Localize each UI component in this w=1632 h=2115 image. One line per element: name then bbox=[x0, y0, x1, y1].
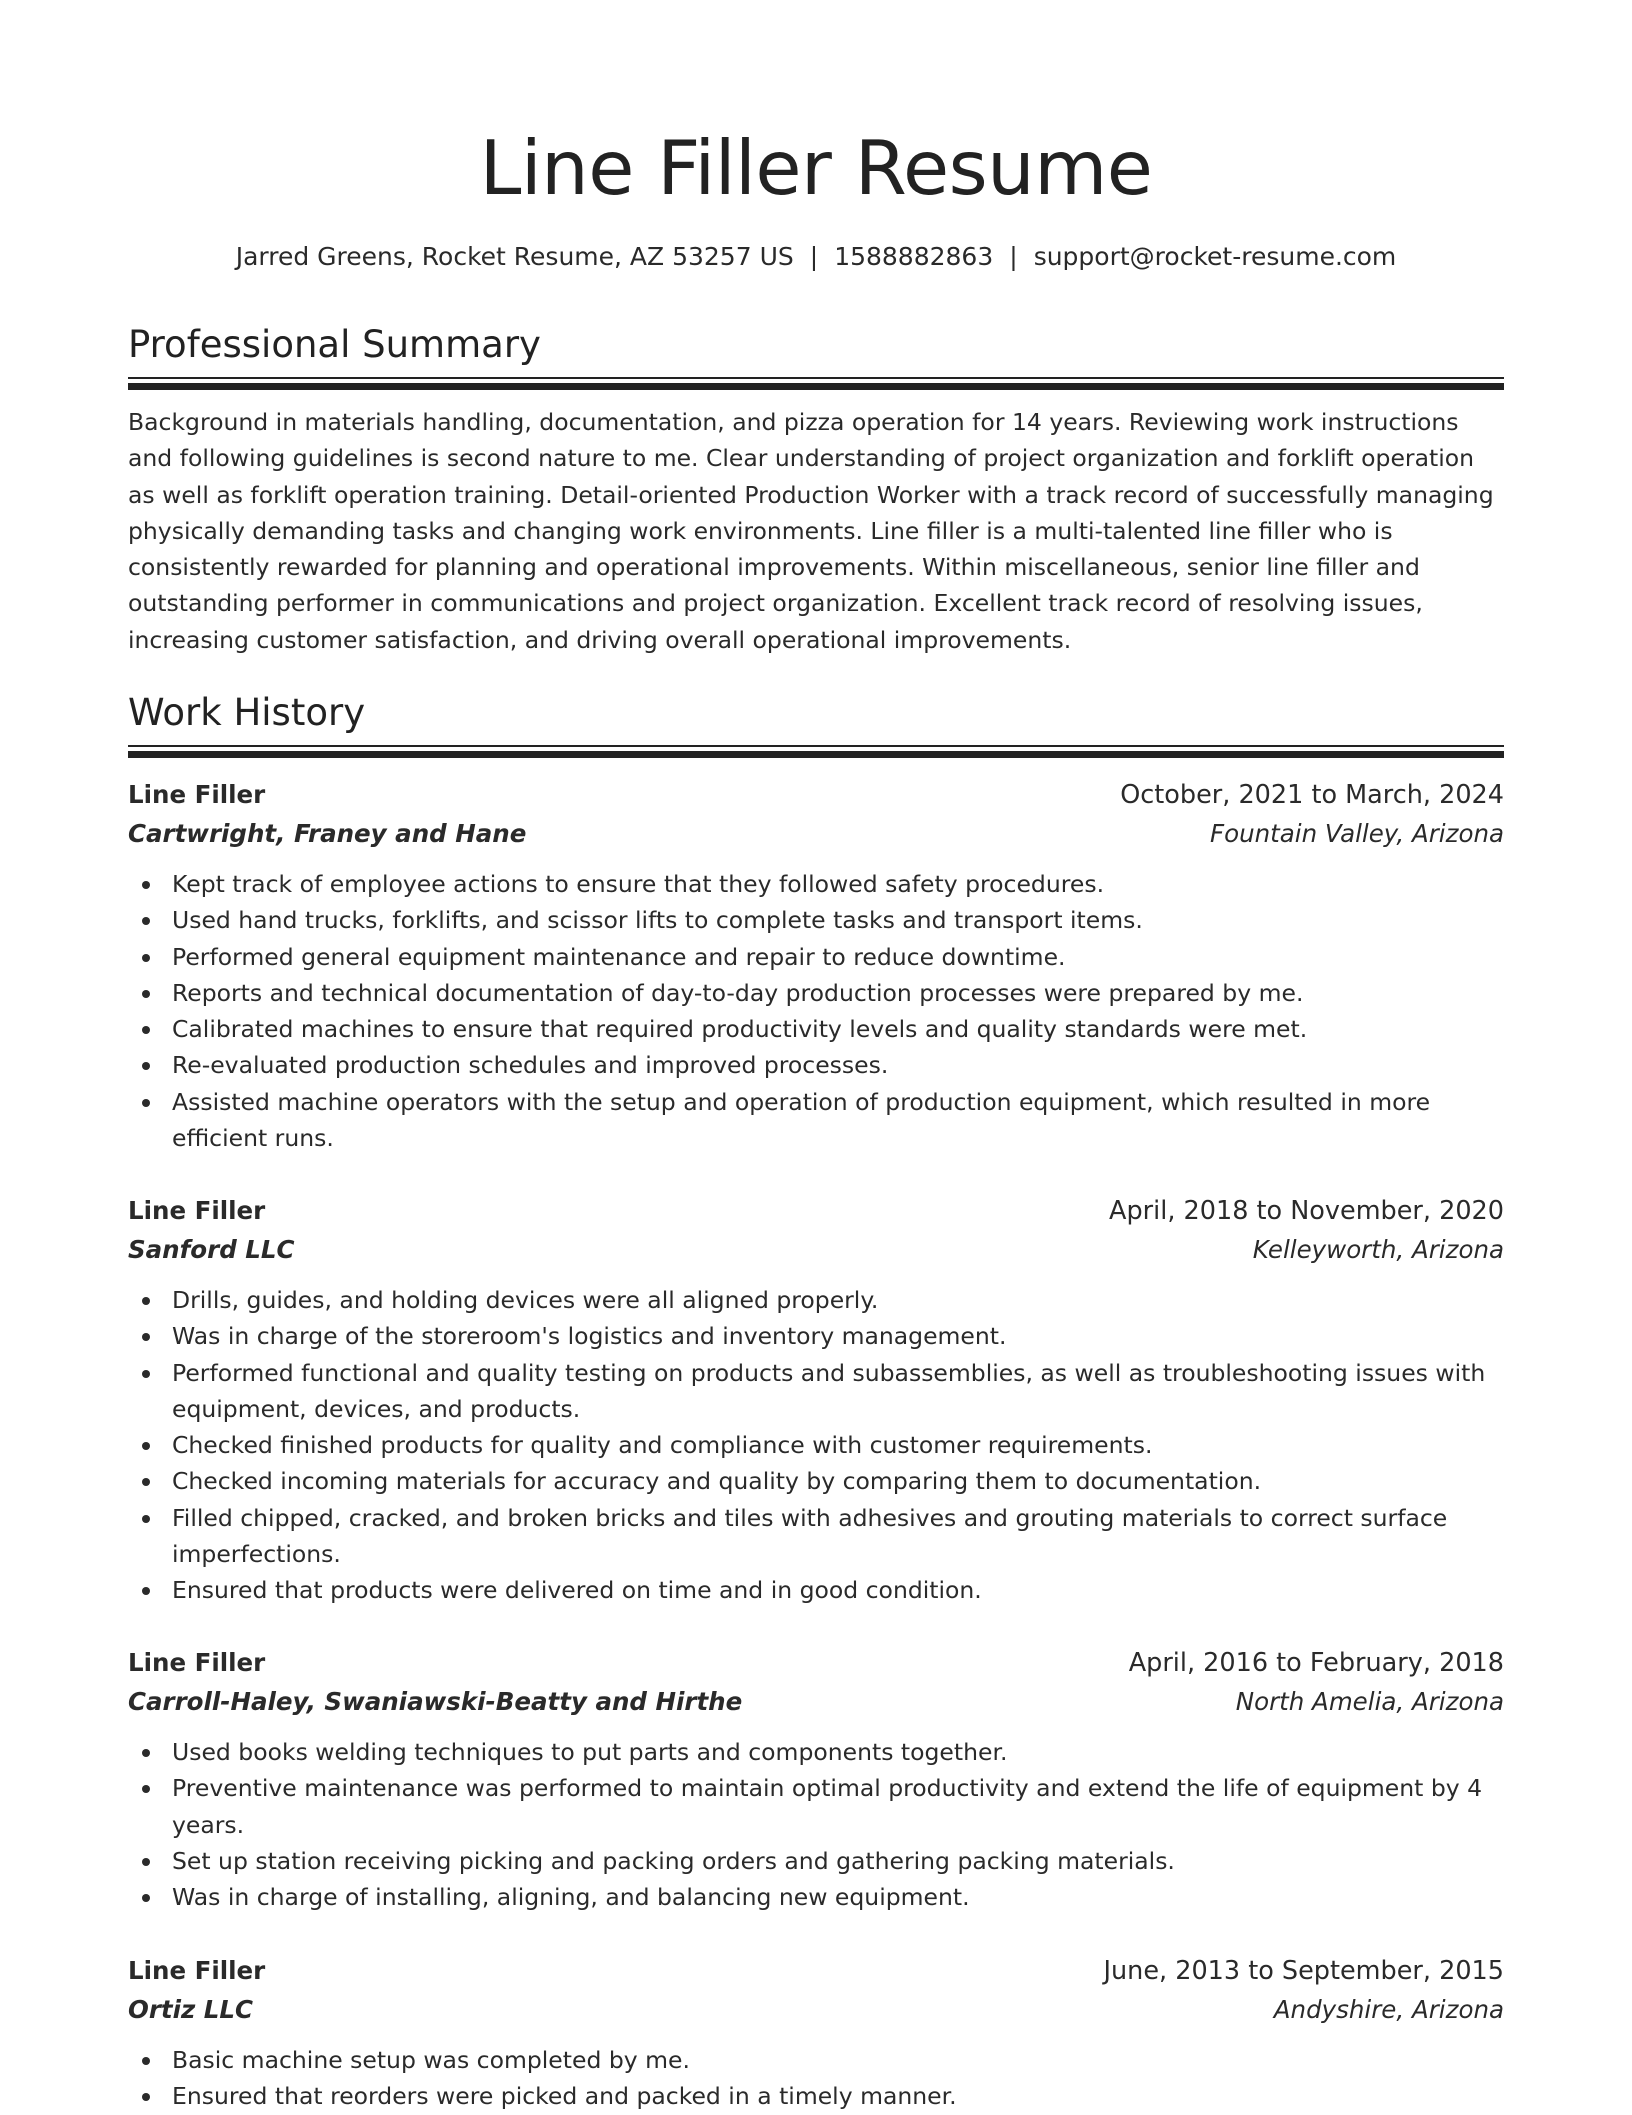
job-bullet: Calibrated machines to ensure that required productivity levels and quality standards were met. bbox=[128, 1011, 1504, 1047]
job-bullet: Ensured that products were delivered on time and in good condition. bbox=[128, 1572, 1504, 1608]
job-bullet-list bbox=[128, 866, 1504, 1156]
job-entry bbox=[128, 1191, 1504, 1609]
contact-line bbox=[0, 237, 1632, 277]
contact-separator: | bbox=[809, 242, 819, 271]
job-dates: April, 2016 to February, 2018 bbox=[1128, 1648, 1504, 1678]
job-bullet: Used hand trucks, forklifts, and scissor lifts to complete tasks and transport items. bbox=[128, 902, 1504, 938]
job-dates: June, 2013 to September, 2015 bbox=[1103, 1956, 1504, 1986]
job-dates: October, 2021 to March, 2024 bbox=[1120, 780, 1504, 810]
job-company: Cartwright, Franey and Hane bbox=[128, 819, 527, 848]
job-bullet-list bbox=[128, 1282, 1504, 1609]
contact-email: support@rocket-resume.com bbox=[1033, 242, 1397, 271]
contact-phone: 1588882863 bbox=[834, 242, 994, 271]
job-bullet: Used books welding techniques to put parts and components together. bbox=[128, 1734, 1504, 1770]
contact-separator: | bbox=[1009, 242, 1018, 271]
job-bullet: Checked finished products for quality and compliance with customer requirements. bbox=[128, 1427, 1504, 1463]
job-title: Line Filler bbox=[128, 780, 266, 809]
job-bullet: Filled chipped, cracked, and broken bricks and tiles with adhesives and grouting materials to correct surface imperfections. bbox=[128, 1500, 1504, 1573]
summary-divider bbox=[128, 377, 1504, 390]
job-entry bbox=[128, 1643, 1504, 1915]
summary-text: Background in materials handling, documentation, and pizza operation for 14 years. Reviewing work instructions and following guidelines is second nature to me. Clear understanding of project organization and forklift operation as well as forklift operation training. Detail-oriented Production Worker with a track record of successfully managing physically demanding tasks and changing work environments. Line filler is a multi-talented line filler who is consistently rewarded for planning and operational improvements. Within miscellaneous, senior line filler and outstanding performer in communications and project organization. Excellent track record of resolving issues, increasing customer satisfaction, and driving overall operational improvements. bbox=[128, 408, 1494, 654]
job-entry bbox=[128, 1951, 1504, 2115]
job-location: Fountain Valley, Arizona bbox=[1210, 819, 1504, 848]
job-bullet: Ensured that reorders were picked and packed in a timely manner. bbox=[128, 2078, 1504, 2114]
job-bullet: Performed general equipment maintenance and repair to reduce downtime. bbox=[128, 939, 1504, 975]
resume-title: Line Filler Resume bbox=[479, 124, 1153, 212]
job-company: Sanford LLC bbox=[128, 1235, 295, 1264]
job-bullet: Set up station receiving picking and packing orders and gathering packing materials. bbox=[128, 1843, 1504, 1879]
job-bullet: Basic machine setup was completed by me. bbox=[128, 2042, 1504, 2078]
job-entry bbox=[128, 775, 1504, 1156]
summary-heading: Professional Summary bbox=[128, 323, 541, 366]
job-bullet: Was in charge of installing, aligning, and balancing new equipment. bbox=[128, 1879, 1504, 1915]
job-bullet: Re-evaluated production schedules and improved processes. bbox=[128, 1047, 1504, 1083]
job-bullet-list bbox=[128, 2042, 1504, 2115]
job-bullet: Preventive maintenance was performed to maintain optimal productivity and extend the life of equipment by 4 years. bbox=[128, 1770, 1504, 1843]
job-bullet-list bbox=[128, 1734, 1504, 1915]
work-history-divider bbox=[128, 745, 1504, 758]
job-bullet: Checked incoming materials for accuracy and quality by comparing them to documentation. bbox=[128, 1463, 1504, 1499]
job-bullet: Was in charge of the storeroom's logistics and inventory management. bbox=[128, 1318, 1504, 1354]
job-location: Andyshire, Arizona bbox=[1273, 1995, 1504, 2024]
work-history-heading: Work History bbox=[128, 691, 366, 734]
job-company: Carroll-Haley, Swaniawski-Beatty and Hirthe bbox=[128, 1687, 743, 1716]
job-dates: April, 2018 to November, 2020 bbox=[1109, 1196, 1504, 1226]
job-bullet: Drills, guides, and holding devices were all aligned properly. bbox=[128, 1282, 1504, 1318]
job-bullet: Performed functional and quality testing on products and subassemblies, as well as troubleshooting issues with equipment, devices, and products. bbox=[128, 1355, 1504, 1428]
job-bullet: Kept track of employee actions to ensure that they followed safety procedures. bbox=[128, 866, 1504, 902]
job-location: Kelleyworth, Arizona bbox=[1252, 1235, 1504, 1264]
job-title: Line Filler bbox=[128, 1648, 266, 1677]
contact-address: Jarred Greens, Rocket Resume, AZ 53257 US bbox=[235, 242, 794, 271]
job-bullet: Assisted machine operators with the setup and operation of production equipment, which resulted in more efficient runs. bbox=[128, 1084, 1504, 1157]
job-bullet: Reports and technical documentation of day-to-day production processes were prepared by me. bbox=[128, 975, 1504, 1011]
job-title: Line Filler bbox=[128, 1196, 266, 1225]
job-title: Line Filler bbox=[128, 1956, 266, 1985]
job-company: Ortiz LLC bbox=[128, 1995, 254, 2024]
job-location: North Amelia, Arizona bbox=[1235, 1687, 1504, 1716]
